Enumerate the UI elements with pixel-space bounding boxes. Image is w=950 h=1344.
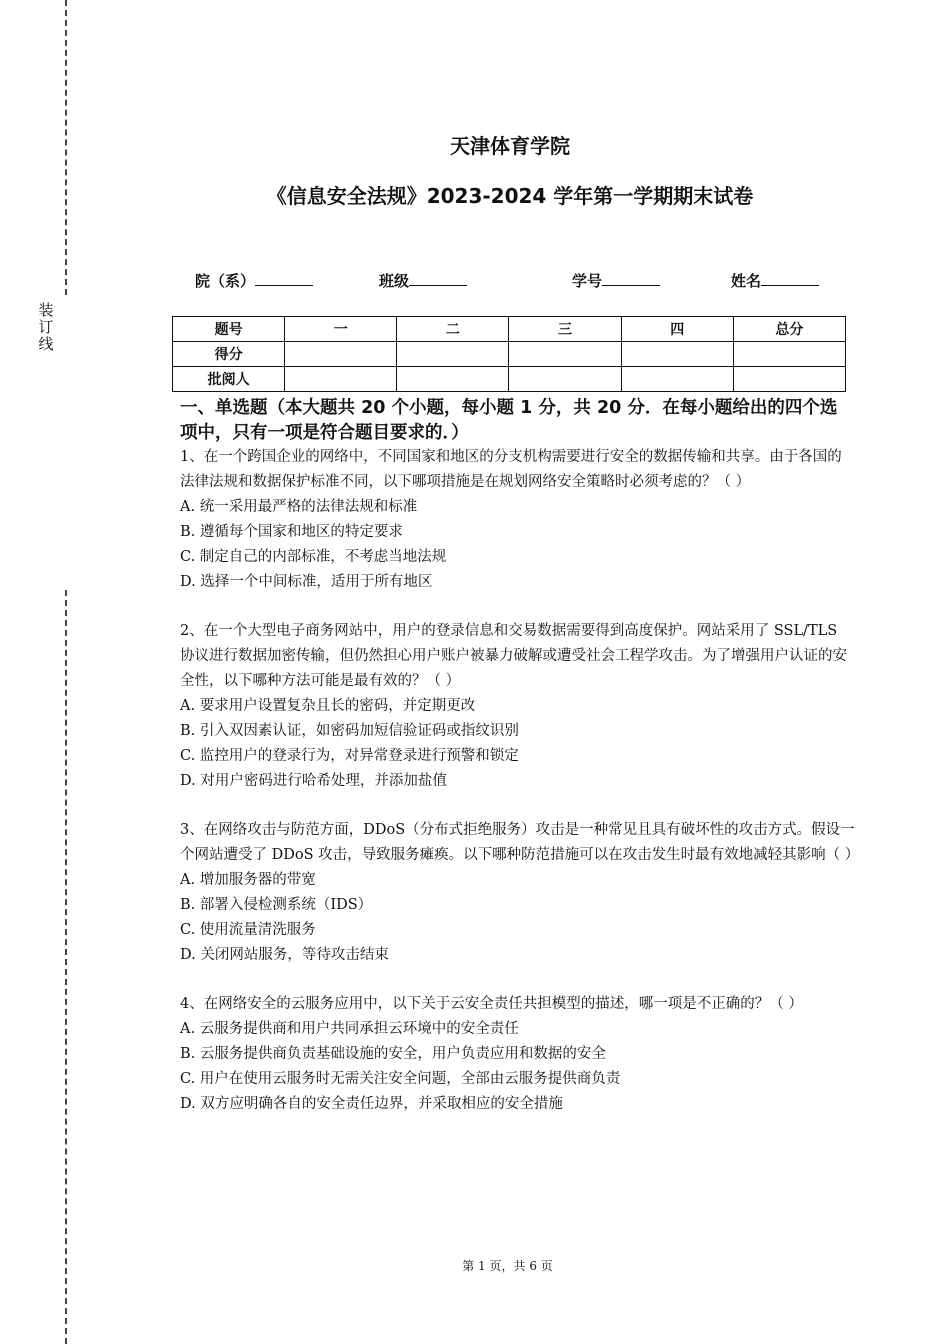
score-cell[interactable]	[285, 342, 397, 367]
binding-label	[36, 302, 56, 353]
question	[180, 619, 855, 794]
option: A. 要求用户设置复杂且长的密码，并定期更改	[180, 698, 476, 714]
score-cell[interactable]	[733, 367, 845, 392]
binding-char: 装	[38, 301, 54, 319]
score-header-cell: 一	[285, 317, 397, 342]
question	[180, 445, 855, 595]
option: C. 制定自己的内部标准，不考虑当地法规	[180, 549, 447, 565]
option: D. 关闭网站服务，等待攻击结束	[180, 947, 389, 963]
question	[180, 992, 855, 1117]
score-table-row	[173, 342, 846, 367]
college-blank[interactable]	[255, 271, 313, 286]
class-label: 班级	[379, 272, 410, 290]
binding-char: 订	[38, 318, 54, 336]
score-header-cell: 题号	[173, 317, 285, 342]
option: D. 对用户密码进行哈希处理，并添加盐值	[180, 773, 447, 789]
option: B. 部署入侵检测系统（IDS）	[180, 897, 373, 913]
college-label: 院（系）	[195, 272, 256, 290]
name-field	[731, 270, 819, 291]
option: C. 监控用户的登录行为，对异常登录进行预警和锁定	[180, 748, 519, 764]
option: B. 云服务提供商负责基础设施的安全，用户负责应用和数据的安全	[180, 1046, 606, 1062]
score-header-cell: 四	[621, 317, 733, 342]
binding-char: 线	[38, 335, 54, 353]
name-blank[interactable]	[761, 271, 819, 286]
option: D. 双方应明确各自的安全责任边界，并采取相应的安全措施	[180, 1096, 563, 1112]
name-label: 姓名	[731, 272, 762, 290]
page-footer: 第 1 页，共 6 页	[462, 1259, 553, 1273]
question-stem: 1、在一个跨国企业的网络中，不同国家和地区的分支机构需要进行安全的数据传输和共享。由于各国的法律法规和数据保护标准不同，以下哪项措施是在规划网络安全策略时必须考虑的？（ ）	[180, 449, 842, 490]
score-header-cell: 三	[509, 317, 621, 342]
question-stem: 3、在网络攻击与防范方面，DDoS（分布式拒绝服务）攻击是一种常见且具有破坏性的攻击方式。假设一个网站遭受了 DDoS 攻击，导致服务瘫痪。以下哪种防范措施可以在攻击发生时最有效地减轻其影响（ ）	[180, 822, 860, 863]
score-cell[interactable]	[509, 367, 621, 392]
option: B. 引入双因素认证，如密码加短信验证码或指纹识别	[180, 723, 519, 739]
score-table-row	[173, 367, 846, 392]
question-stem: 4、在网络安全的云服务应用中，以下关于云安全责任共担模型的描述，哪一项是不正确的？（ ）	[180, 996, 803, 1012]
question-stem: 2、在一个大型电子商务网站中，用户的登录信息和交易数据需要得到高度保护。网站采用了 SSL/TLS 协议进行数据加密传输，但仍然担心用户账户被暴力破解或遭受社会工程学攻击。为了增强用户认证的安全性，以下哪种方法可能是最有效的？（ ）	[180, 623, 847, 689]
binding-dashed-line-bottom	[65, 590, 67, 1344]
student-id-field	[572, 270, 660, 291]
score-table-header-row	[173, 317, 846, 342]
option: C. 用户在使用云服务时无需关注安全问题，全部由云服务提供商负责	[180, 1071, 621, 1087]
college-field	[195, 270, 313, 291]
score-cell[interactable]	[621, 342, 733, 367]
score-header-cell: 二	[397, 317, 509, 342]
section-heading: 一、单选题（本大题共 20 个小题，每小题 1 分，共 20 分．在每小题给出的四个选项中，只有一项是符合题目要求的．）	[180, 398, 838, 443]
class-field	[379, 270, 467, 291]
score-table	[172, 316, 846, 392]
option: B. 遵循每个国家和地区的特定要求	[180, 524, 403, 540]
score-row-label: 批阅人	[173, 367, 285, 392]
score-cell[interactable]	[733, 342, 845, 367]
option: C. 使用流量清洗服务	[180, 922, 316, 938]
score-cell[interactable]	[509, 342, 621, 367]
score-row-label: 得分	[173, 342, 285, 367]
option: A. 统一采用最严格的法律法规和标准	[180, 499, 418, 515]
question	[180, 818, 860, 968]
score-cell[interactable]	[285, 367, 397, 392]
score-cell[interactable]	[397, 342, 509, 367]
score-cell[interactable]	[397, 367, 509, 392]
student-id-label: 学号	[572, 272, 603, 290]
student-id-blank[interactable]	[602, 271, 660, 286]
question-list	[180, 445, 860, 1117]
exam-title: 《信息安全法规》2023-2024 学年第一学期期末试卷	[266, 184, 754, 208]
score-cell[interactable]	[621, 367, 733, 392]
option: A. 云服务提供商和用户共同承担云环境中的安全责任	[180, 1021, 519, 1037]
option: D. 选择一个中间标准，适用于所有地区	[180, 574, 433, 590]
class-blank[interactable]	[409, 271, 467, 286]
score-header-cell: 总分	[733, 317, 845, 342]
school-name: 天津体育学院	[450, 134, 570, 158]
option: A. 增加服务器的带宽	[180, 872, 316, 888]
